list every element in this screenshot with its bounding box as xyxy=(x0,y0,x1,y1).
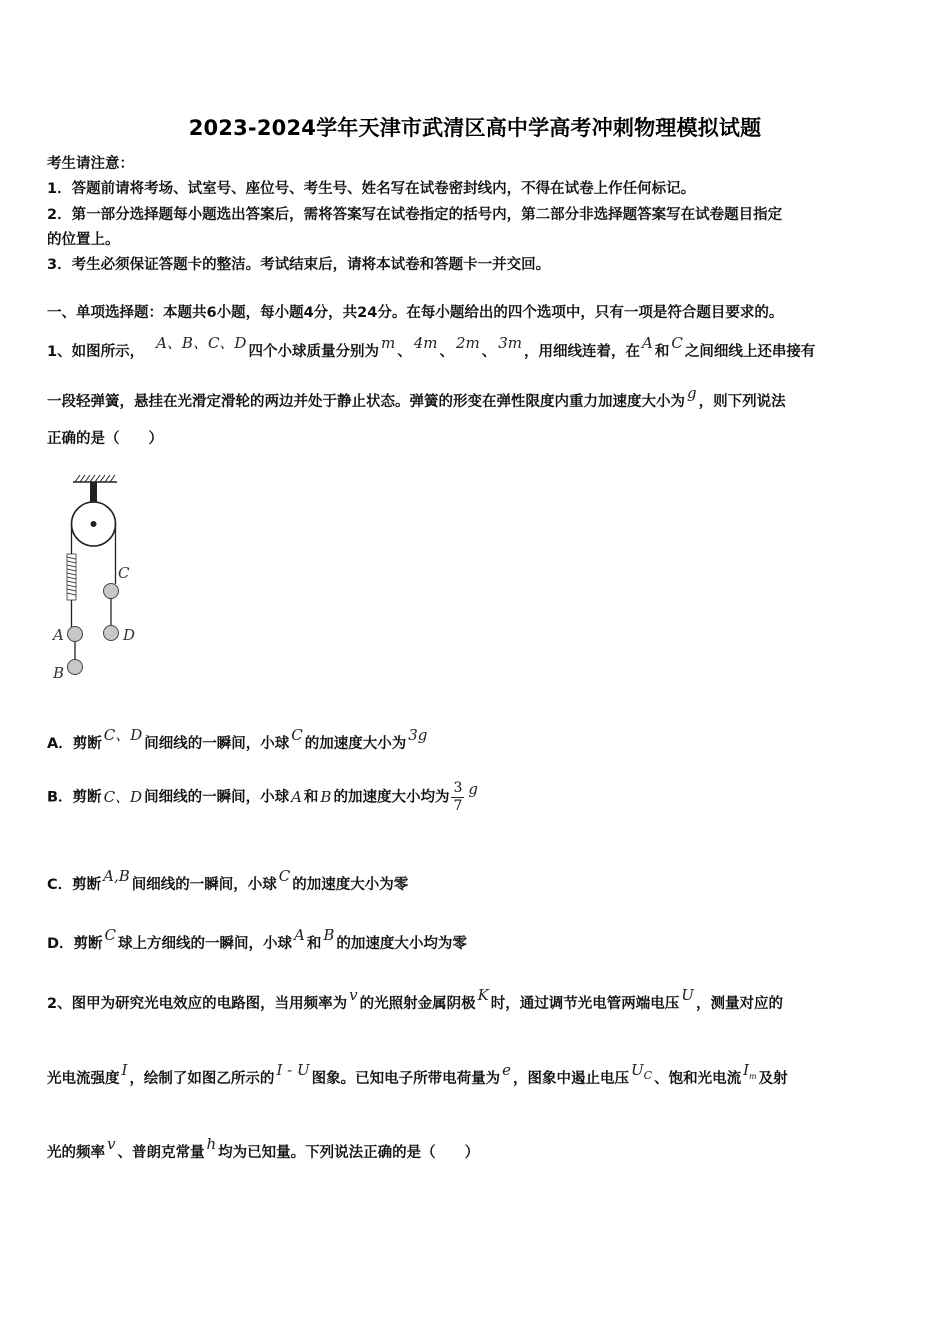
math-var: K xyxy=(477,986,489,1004)
text: 及射 xyxy=(758,1071,788,1087)
math-var: A xyxy=(294,926,305,944)
notice-heading: 考生请注意： xyxy=(47,156,134,172)
ball-d xyxy=(104,626,119,641)
text: ，绘制了如图乙所示的 xyxy=(129,1071,275,1087)
ball-b xyxy=(68,660,83,675)
question-1-line-1 xyxy=(47,334,816,361)
ceiling-hatching xyxy=(75,475,115,482)
text: 的加速度大小为零 xyxy=(292,877,409,893)
pulley-diagram xyxy=(45,470,155,685)
math-var: A xyxy=(642,334,653,352)
label-c: C xyxy=(118,564,130,582)
text: 图象。已知电子所带电荷量为 xyxy=(311,1071,501,1087)
text: 球上方细线的一瞬间，小球 xyxy=(118,936,293,952)
spring xyxy=(67,554,76,600)
label-d: D xyxy=(123,626,136,644)
text: 和 xyxy=(303,789,319,806)
label-a: A xyxy=(53,626,64,644)
math-var: I xyxy=(121,1061,128,1079)
text: 时，通过调节光电管两端电压 xyxy=(490,996,680,1012)
fraction xyxy=(451,780,464,815)
math-var: g xyxy=(468,779,478,798)
text: 、 xyxy=(397,344,412,360)
math-var: C xyxy=(104,926,117,944)
question-2-line-3 xyxy=(47,1135,480,1162)
math-var: C xyxy=(291,726,303,744)
question-number: 1、如图所示， xyxy=(47,344,145,360)
option-label: D．剪断 xyxy=(47,936,103,952)
question-2-line-2 xyxy=(47,1061,788,1088)
math-var: A,B xyxy=(103,867,130,885)
option-label: C．剪断 xyxy=(47,877,102,893)
text: 和 xyxy=(654,344,670,360)
text: 、 xyxy=(481,344,497,360)
text: 光电流强度 xyxy=(47,1071,120,1087)
math-var: C、D xyxy=(103,726,143,744)
text: 光的频率 xyxy=(47,1145,105,1161)
text: 间细线的一瞬间，小球 xyxy=(144,736,290,752)
text: 之间细线上还串接有 xyxy=(684,344,816,360)
notice-item-2: 2．第一部分选择题每小题选出答案后，需将答案写在试卷指定的括号内，第二部分非选择题答案写在试卷题目指定 xyxy=(47,207,783,223)
math-var: A xyxy=(291,787,302,806)
math-var: C xyxy=(671,334,683,352)
math-var: e xyxy=(502,1061,511,1079)
fraction-numerator: 3 xyxy=(453,780,463,796)
math-var: B xyxy=(320,787,332,806)
text: ，图象中遏止电压 xyxy=(513,1071,629,1087)
notice-item-3: 3．考生必须保证答题卡的整洁。考试结束后，请将本试卷和答题卡一并交回。 xyxy=(47,257,551,273)
text: 间细线的一瞬间，小球 xyxy=(144,789,290,806)
notice-item-1: 1．答题前请将考场、试室号、座位号、考生号、姓名写在试卷密封线内，不得在试卷上作任何标记。 xyxy=(47,181,696,197)
math-var: 3m xyxy=(498,334,523,352)
math-var: 3g xyxy=(408,726,428,744)
text: 四个小球质量分别为 xyxy=(248,344,379,360)
page-title: 2023-2024学年天津市武清区高中学高考冲刺物理模拟试题 xyxy=(188,116,762,140)
math-var: g xyxy=(687,384,697,402)
math-var: B xyxy=(323,926,335,944)
text: 的加速度大小为 xyxy=(304,736,407,752)
ball-c xyxy=(104,584,119,599)
math-var: v xyxy=(349,986,358,1004)
option-label: A．剪断 xyxy=(47,736,102,752)
text: ，测量对应的 xyxy=(695,996,783,1012)
text: 、饱和光电流 xyxy=(654,1071,742,1087)
text: 、 xyxy=(439,344,454,360)
math-var: C xyxy=(278,867,291,885)
text: 和 xyxy=(306,936,322,952)
math-subscript: C xyxy=(643,1069,653,1082)
text: ，用细线连着，在 xyxy=(524,344,641,360)
text: 间细线的一瞬间，小球 xyxy=(131,877,277,893)
text: 、普朗克常量 xyxy=(117,1145,205,1161)
option-label: B．剪断 xyxy=(47,789,102,806)
math-var: 2m xyxy=(455,334,480,352)
math-var: U xyxy=(631,1061,644,1079)
option-d[interactable] xyxy=(47,926,467,953)
math-var: I xyxy=(743,1061,750,1079)
option-b[interactable] xyxy=(47,780,480,815)
math-var: h xyxy=(206,1135,217,1153)
text: 均为已知量。下列说法正确的是（ ） xyxy=(218,1145,480,1161)
math-var: I - U xyxy=(276,1061,310,1079)
option-a[interactable] xyxy=(47,726,429,753)
text: ，则下列说法 xyxy=(698,394,786,410)
question-2-line-1 xyxy=(47,986,783,1013)
fraction-denominator: 7 xyxy=(453,798,463,814)
text: 一段轻弹簧，悬挂在光滑定滑轮的两边并处于静止状态。弹簧的形变在弹性限度内重力加速度大小为 xyxy=(47,394,685,410)
question-1-line-3: 正确的是（ ） xyxy=(47,431,163,447)
notice-item-2-cont: 的位置上。 xyxy=(47,232,120,248)
math-subscript: m xyxy=(749,1072,757,1081)
ball-a xyxy=(68,627,83,642)
pulley-axle xyxy=(91,521,97,527)
math-var: A、B、C、D xyxy=(156,334,247,352)
math-var: v xyxy=(107,1135,116,1153)
math-var: C、D xyxy=(103,787,143,806)
math-var: U xyxy=(681,986,694,1004)
text: 的加速度大小均为零 xyxy=(336,936,467,952)
math-var: m xyxy=(380,334,396,352)
text: 的加速度大小均为 xyxy=(333,789,450,806)
text: 2、图甲为研究光电效应的电路图，当用频率为 xyxy=(47,996,348,1012)
math-var: 4m xyxy=(413,334,438,352)
label-b: B xyxy=(53,664,65,682)
section-heading: 一、单项选择题：本题共6小题，每小题4分，共24分。在每小题给出的四个选项中，只有一项是符合题目要求的。 xyxy=(47,305,784,321)
option-c[interactable] xyxy=(47,867,409,894)
text: 的光照射金属阴极 xyxy=(359,996,476,1012)
question-1-line-2 xyxy=(47,384,786,411)
